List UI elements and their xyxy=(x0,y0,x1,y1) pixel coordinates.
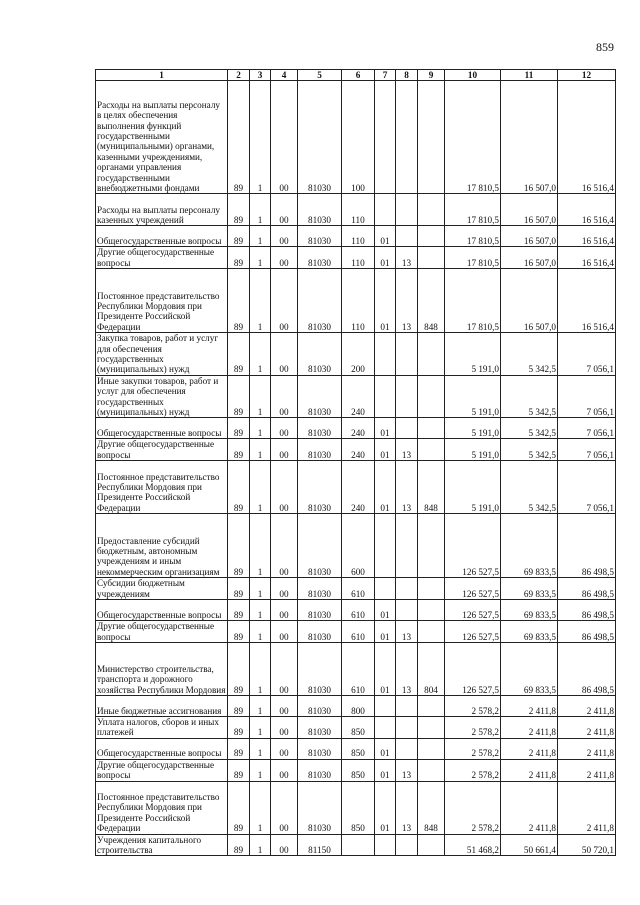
code-cell: 89 xyxy=(228,81,250,194)
table-row xyxy=(96,514,616,578)
amount-cell: 5 191,0 xyxy=(445,439,501,461)
table-row xyxy=(96,578,616,600)
row-name-cell: Другие общегосударственные вопросы xyxy=(96,439,228,461)
code-cell: 89 xyxy=(228,578,250,600)
table-row xyxy=(96,738,616,759)
amount-cell: 86 498,5 xyxy=(558,514,616,578)
code-cell xyxy=(396,226,418,247)
code-cell xyxy=(418,333,445,376)
amount-cell: 51 468,2 xyxy=(445,834,501,856)
code-cell: 1 xyxy=(250,333,271,376)
code-cell xyxy=(396,81,418,194)
code-cell: 1 xyxy=(250,642,271,695)
code-cell: 850 xyxy=(342,738,375,759)
code-cell: 89 xyxy=(228,375,250,418)
code-cell: 01 xyxy=(375,226,396,247)
amount-cell: 5 342,5 xyxy=(501,375,558,418)
column-header: 12 xyxy=(558,70,616,81)
code-cell xyxy=(396,600,418,621)
code-cell xyxy=(418,247,445,269)
amount-cell: 17 810,5 xyxy=(445,194,501,226)
code-cell: 240 xyxy=(342,461,375,514)
amount-cell: 69 833,5 xyxy=(501,621,558,643)
code-cell xyxy=(396,578,418,600)
column-header: 5 xyxy=(298,70,342,81)
amount-cell: 2 411,8 xyxy=(558,716,616,738)
table-row xyxy=(96,194,616,226)
amount-cell: 86 498,5 xyxy=(558,642,616,695)
code-cell: 850 xyxy=(342,781,375,834)
code-cell: 81030 xyxy=(298,759,342,781)
table-row xyxy=(96,781,616,834)
code-cell: 200 xyxy=(342,333,375,376)
amount-cell: 5 191,0 xyxy=(445,461,501,514)
code-cell: 01 xyxy=(375,781,396,834)
code-cell: 89 xyxy=(228,695,250,716)
row-name-cell: Расходы на выплаты персоналу в целях обеспечения выполнения функций государственными (муниципальными) органами, казенными учреждениями, органами управления государственными внебюджетными фондами xyxy=(96,81,228,194)
amount-cell: 16 516,4 xyxy=(558,269,616,333)
code-cell xyxy=(342,834,375,856)
code-cell: 00 xyxy=(271,738,298,759)
code-cell xyxy=(418,578,445,600)
amount-cell: 2 411,8 xyxy=(558,759,616,781)
amount-cell: 2 578,2 xyxy=(445,781,501,834)
code-cell: 00 xyxy=(271,418,298,439)
code-cell: 00 xyxy=(271,834,298,856)
row-name-cell: Иные закупки товаров, работ и услуг для обеспечения государственных (муниципальных) нужд xyxy=(96,375,228,418)
code-cell: 848 xyxy=(418,269,445,333)
table-row xyxy=(96,642,616,695)
amount-cell: 2 578,2 xyxy=(445,738,501,759)
column-header: 8 xyxy=(396,70,418,81)
code-cell: 89 xyxy=(228,269,250,333)
code-cell: 81030 xyxy=(298,600,342,621)
code-cell: 81030 xyxy=(298,439,342,461)
row-name-cell: Учреждения капитального строительства xyxy=(96,834,228,856)
code-cell xyxy=(418,439,445,461)
code-cell: 81030 xyxy=(298,642,342,695)
amount-cell: 16 507,0 xyxy=(501,247,558,269)
code-cell: 81030 xyxy=(298,418,342,439)
code-cell: 81030 xyxy=(298,247,342,269)
code-cell: 804 xyxy=(418,642,445,695)
code-cell: 00 xyxy=(271,600,298,621)
amount-cell: 69 833,5 xyxy=(501,578,558,600)
row-name-cell: Общегосударственные вопросы xyxy=(96,600,228,621)
code-cell: 240 xyxy=(342,439,375,461)
amount-cell: 16 516,4 xyxy=(558,194,616,226)
code-cell: 01 xyxy=(375,621,396,643)
table-row xyxy=(96,461,616,514)
row-name-cell: Постоянное представительство Республики Мордовия при Президенте Российской Федерации xyxy=(96,781,228,834)
code-cell: 81030 xyxy=(298,738,342,759)
code-cell: 610 xyxy=(342,600,375,621)
code-cell: 848 xyxy=(418,781,445,834)
code-cell: 89 xyxy=(228,759,250,781)
code-cell: 610 xyxy=(342,621,375,643)
code-cell xyxy=(375,375,396,418)
code-cell xyxy=(375,695,396,716)
amount-cell: 126 527,5 xyxy=(445,600,501,621)
code-cell: 240 xyxy=(342,375,375,418)
amount-cell: 2 411,8 xyxy=(501,759,558,781)
code-cell: 00 xyxy=(271,226,298,247)
table-row xyxy=(96,333,616,376)
code-cell: 240 xyxy=(342,418,375,439)
code-cell: 01 xyxy=(375,439,396,461)
amount-cell: 7 056,1 xyxy=(558,333,616,376)
code-cell xyxy=(396,695,418,716)
amount-cell: 16 507,0 xyxy=(501,81,558,194)
table-row xyxy=(96,695,616,716)
code-cell: 89 xyxy=(228,781,250,834)
amount-cell: 5 342,5 xyxy=(501,439,558,461)
code-cell: 89 xyxy=(228,716,250,738)
code-cell: 00 xyxy=(271,81,298,194)
column-header: 9 xyxy=(418,70,445,81)
code-cell: 89 xyxy=(228,461,250,514)
code-cell: 1 xyxy=(250,716,271,738)
code-cell: 1 xyxy=(250,834,271,856)
amount-cell: 17 810,5 xyxy=(445,226,501,247)
code-cell: 1 xyxy=(250,621,271,643)
code-cell: 81030 xyxy=(298,695,342,716)
code-cell: 89 xyxy=(228,333,250,376)
code-cell: 89 xyxy=(228,514,250,578)
amount-cell: 17 810,5 xyxy=(445,81,501,194)
column-header: 7 xyxy=(375,70,396,81)
amount-cell: 5 191,0 xyxy=(445,375,501,418)
code-cell xyxy=(418,695,445,716)
code-cell: 1 xyxy=(250,578,271,600)
amount-cell: 7 056,1 xyxy=(558,461,616,514)
code-cell xyxy=(396,375,418,418)
amount-cell: 16 516,4 xyxy=(558,247,616,269)
amount-cell: 17 810,5 xyxy=(445,247,501,269)
code-cell xyxy=(396,333,418,376)
code-cell: 100 xyxy=(342,81,375,194)
row-name-cell: Другие общегосударственные вопросы xyxy=(96,621,228,643)
amount-cell: 16 507,0 xyxy=(501,194,558,226)
amount-cell: 2 578,2 xyxy=(445,716,501,738)
code-cell: 89 xyxy=(228,738,250,759)
row-name-cell: Общегосударственные вопросы xyxy=(96,418,228,439)
code-cell: 1 xyxy=(250,461,271,514)
amount-cell: 16 516,4 xyxy=(558,81,616,194)
code-cell xyxy=(375,834,396,856)
row-name-cell: Другие общегосударственные вопросы xyxy=(96,759,228,781)
amount-cell: 2 411,8 xyxy=(501,695,558,716)
code-cell xyxy=(396,716,418,738)
code-cell: 01 xyxy=(375,738,396,759)
table-row xyxy=(96,375,616,418)
amount-cell: 17 810,5 xyxy=(445,269,501,333)
row-name-cell: Постоянное представительство Республики Мордовия при Президенте Российской Федерации xyxy=(96,461,228,514)
code-cell xyxy=(418,194,445,226)
code-cell: 1 xyxy=(250,81,271,194)
amount-cell: 2 578,2 xyxy=(445,759,501,781)
code-cell: 00 xyxy=(271,247,298,269)
code-cell: 81030 xyxy=(298,269,342,333)
code-cell: 00 xyxy=(271,514,298,578)
code-cell: 81030 xyxy=(298,461,342,514)
code-cell: 89 xyxy=(228,600,250,621)
code-cell: 89 xyxy=(228,621,250,643)
code-cell: 89 xyxy=(228,439,250,461)
code-cell: 81030 xyxy=(298,226,342,247)
code-cell: 800 xyxy=(342,695,375,716)
column-header: 3 xyxy=(250,70,271,81)
code-cell: 13 xyxy=(396,269,418,333)
code-cell xyxy=(375,514,396,578)
table-row xyxy=(96,81,616,194)
code-cell: 13 xyxy=(396,781,418,834)
code-cell: 1 xyxy=(250,695,271,716)
amount-cell: 16 516,4 xyxy=(558,226,616,247)
amount-cell: 5 342,5 xyxy=(501,418,558,439)
code-cell: 00 xyxy=(271,759,298,781)
code-cell: 00 xyxy=(271,695,298,716)
amount-cell: 50 661,4 xyxy=(501,834,558,856)
code-cell: 1 xyxy=(250,418,271,439)
code-cell: 00 xyxy=(271,781,298,834)
code-cell: 13 xyxy=(396,621,418,643)
code-cell: 81030 xyxy=(298,514,342,578)
code-cell: 00 xyxy=(271,578,298,600)
table-row xyxy=(96,600,616,621)
code-cell xyxy=(418,621,445,643)
code-cell xyxy=(418,600,445,621)
code-cell: 81030 xyxy=(298,375,342,418)
amount-cell: 126 527,5 xyxy=(445,514,501,578)
code-cell xyxy=(396,738,418,759)
row-name-cell: Другие общегосударственные вопросы xyxy=(96,247,228,269)
code-cell: 81030 xyxy=(298,781,342,834)
code-cell: 00 xyxy=(271,716,298,738)
code-cell: 01 xyxy=(375,642,396,695)
code-cell: 1 xyxy=(250,439,271,461)
code-cell: 89 xyxy=(228,834,250,856)
code-cell xyxy=(418,226,445,247)
column-header: 1 xyxy=(96,70,228,81)
code-cell: 13 xyxy=(396,642,418,695)
code-cell: 1 xyxy=(250,781,271,834)
amount-cell: 7 056,1 xyxy=(558,439,616,461)
row-name-cell: Общегосударственные вопросы xyxy=(96,738,228,759)
row-name-cell: Уплата налогов, сборов и иных платежей xyxy=(96,716,228,738)
code-cell: 01 xyxy=(375,247,396,269)
row-name-cell: Предоставление субсидий бюджетным, автономным учреждениям и иным некоммерческим организациям xyxy=(96,514,228,578)
code-cell: 13 xyxy=(396,247,418,269)
code-cell xyxy=(418,375,445,418)
amount-cell: 126 527,5 xyxy=(445,642,501,695)
amount-cell: 5 342,5 xyxy=(501,333,558,376)
amount-cell: 5 342,5 xyxy=(501,461,558,514)
code-cell: 1 xyxy=(250,738,271,759)
row-name-cell: Расходы на выплаты персоналу казенных учреждений xyxy=(96,194,228,226)
amount-cell: 5 191,0 xyxy=(445,333,501,376)
header-row xyxy=(96,70,616,81)
table-row xyxy=(96,418,616,439)
row-name-cell: Иные бюджетные ассигнования xyxy=(96,695,228,716)
amount-cell: 126 527,5 xyxy=(445,621,501,643)
code-cell: 1 xyxy=(250,600,271,621)
code-cell xyxy=(418,759,445,781)
code-cell: 81030 xyxy=(298,621,342,643)
table-row xyxy=(96,834,616,856)
amount-cell: 16 507,0 xyxy=(501,269,558,333)
code-cell: 110 xyxy=(342,269,375,333)
code-cell xyxy=(375,81,396,194)
code-cell: 00 xyxy=(271,439,298,461)
amount-cell: 69 833,5 xyxy=(501,642,558,695)
column-header: 2 xyxy=(228,70,250,81)
code-cell: 1 xyxy=(250,269,271,333)
code-cell xyxy=(418,514,445,578)
code-cell: 850 xyxy=(342,759,375,781)
code-cell xyxy=(375,194,396,226)
code-cell xyxy=(375,333,396,376)
code-cell xyxy=(375,578,396,600)
code-cell: 13 xyxy=(396,439,418,461)
amount-cell: 7 056,1 xyxy=(558,375,616,418)
amount-cell: 86 498,5 xyxy=(558,621,616,643)
code-cell: 01 xyxy=(375,759,396,781)
amount-cell: 16 507,0 xyxy=(501,226,558,247)
column-header: 10 xyxy=(445,70,501,81)
code-cell: 1 xyxy=(250,514,271,578)
code-cell: 1 xyxy=(250,226,271,247)
code-cell: 110 xyxy=(342,247,375,269)
table-row xyxy=(96,226,616,247)
code-cell: 110 xyxy=(342,226,375,247)
row-name-cell: Постоянное представительство Республики Мордовия при Президенте Российской Федерации xyxy=(96,269,228,333)
row-name-cell: Министерство строительства, транспорта и дорожного хозяйства Республики Мордовия xyxy=(96,642,228,695)
code-cell: 01 xyxy=(375,461,396,514)
code-cell: 89 xyxy=(228,247,250,269)
table-row xyxy=(96,269,616,333)
table-row xyxy=(96,716,616,738)
code-cell: 81030 xyxy=(298,716,342,738)
code-cell: 850 xyxy=(342,716,375,738)
amount-cell: 126 527,5 xyxy=(445,578,501,600)
code-cell: 89 xyxy=(228,194,250,226)
code-cell: 00 xyxy=(271,375,298,418)
code-cell: 00 xyxy=(271,333,298,376)
amount-cell: 2 411,8 xyxy=(501,716,558,738)
code-cell xyxy=(396,194,418,226)
code-cell xyxy=(418,418,445,439)
code-cell: 848 xyxy=(418,461,445,514)
code-cell xyxy=(418,738,445,759)
code-cell xyxy=(375,716,396,738)
code-cell: 610 xyxy=(342,578,375,600)
code-cell: 89 xyxy=(228,418,250,439)
code-cell: 81030 xyxy=(298,578,342,600)
amount-cell: 2 411,8 xyxy=(558,695,616,716)
code-cell: 81030 xyxy=(298,81,342,194)
code-cell: 89 xyxy=(228,226,250,247)
code-cell: 00 xyxy=(271,461,298,514)
amount-cell: 2 411,8 xyxy=(558,738,616,759)
row-name-cell: Общегосударственные вопросы xyxy=(96,226,228,247)
column-header: 6 xyxy=(342,70,375,81)
code-cell: 1 xyxy=(250,194,271,226)
table-row xyxy=(96,439,616,461)
code-cell: 600 xyxy=(342,514,375,578)
code-cell xyxy=(418,716,445,738)
amount-cell: 2 411,8 xyxy=(558,781,616,834)
column-header: 4 xyxy=(271,70,298,81)
code-cell: 01 xyxy=(375,600,396,621)
code-cell xyxy=(418,81,445,194)
code-cell: 01 xyxy=(375,269,396,333)
code-cell: 13 xyxy=(396,461,418,514)
amount-cell: 2 411,8 xyxy=(501,781,558,834)
code-cell: 89 xyxy=(228,642,250,695)
code-cell: 00 xyxy=(271,194,298,226)
code-cell: 00 xyxy=(271,621,298,643)
amount-cell: 2 578,2 xyxy=(445,695,501,716)
amount-cell: 2 411,8 xyxy=(501,738,558,759)
code-cell: 110 xyxy=(342,194,375,226)
code-cell xyxy=(396,418,418,439)
code-cell: 01 xyxy=(375,418,396,439)
amount-cell: 86 498,5 xyxy=(558,578,616,600)
row-name-cell: Закупка товаров, работ и услуг для обеспечения государственных (муниципальных) нужд xyxy=(96,333,228,376)
code-cell xyxy=(396,834,418,856)
budget-table xyxy=(95,69,616,856)
code-cell: 81150 xyxy=(298,834,342,856)
table-row xyxy=(96,247,616,269)
code-cell xyxy=(396,514,418,578)
column-header: 11 xyxy=(501,70,558,81)
table-row xyxy=(96,759,616,781)
code-cell: 00 xyxy=(271,269,298,333)
code-cell: 1 xyxy=(250,247,271,269)
amount-cell: 7 056,1 xyxy=(558,418,616,439)
amount-cell: 69 833,5 xyxy=(501,514,558,578)
code-cell: 81030 xyxy=(298,333,342,376)
row-name-cell: Субсидии бюджетным учреждениям xyxy=(96,578,228,600)
code-cell: 610 xyxy=(342,642,375,695)
code-cell: 1 xyxy=(250,759,271,781)
code-cell: 00 xyxy=(271,642,298,695)
amount-cell: 86 498,5 xyxy=(558,600,616,621)
amount-cell: 69 833,5 xyxy=(501,600,558,621)
amount-cell: 50 720,1 xyxy=(558,834,616,856)
code-cell: 1 xyxy=(250,375,271,418)
code-cell xyxy=(418,834,445,856)
table-row xyxy=(96,621,616,643)
amount-cell: 5 191,0 xyxy=(445,418,501,439)
code-cell: 81030 xyxy=(298,194,342,226)
table-body xyxy=(96,81,616,856)
code-cell: 13 xyxy=(396,759,418,781)
page-number: 859 xyxy=(596,40,614,54)
